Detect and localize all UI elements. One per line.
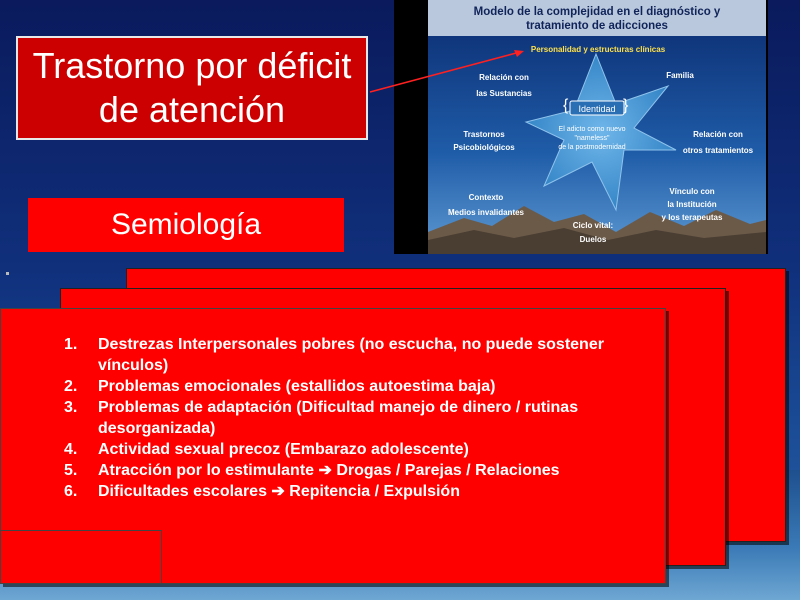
label-familia: Familia bbox=[666, 71, 694, 80]
label-ciclo-2: Duelos bbox=[579, 235, 607, 244]
label-personalidad: Personalidad y estructuras clínicas bbox=[530, 45, 666, 54]
label-contexto-1: Contexto bbox=[468, 193, 504, 202]
center-text-2: "nameless" bbox=[574, 135, 610, 142]
label-relacion-tratamientos-2: otros tratamientos bbox=[682, 146, 754, 155]
label-vinculo-3: y los terapeutas bbox=[661, 213, 723, 222]
list-item: 1. Destrezas Interpersonales pobres (no escucha, no puede sostener vínculos) bbox=[64, 336, 604, 374]
label-trastornos-2: Psicobiológicos bbox=[453, 143, 515, 152]
list-item: 6. Dificultades escolares ➔ Repitencia / Expulsión bbox=[64, 483, 460, 500]
label-trastornos-1: Trastornos bbox=[463, 130, 505, 139]
center-text-1: El adicto como nuevo bbox=[558, 126, 626, 133]
arrow-head-icon bbox=[514, 50, 524, 57]
list-item: 3. Problemas de adaptación (Dificultad manejo de dinero / rutinas desorganizada) bbox=[64, 399, 579, 437]
label-vinculo-2: la Institución bbox=[667, 200, 717, 209]
label-ciclo-1: Ciclo vital: bbox=[572, 221, 614, 230]
label-relacion-sustancias-2: las Sustancias bbox=[476, 89, 532, 98]
list-item: 2. Problemas emocionales (estallidos autoestima baja) bbox=[64, 378, 496, 395]
label-contexto-2: Medios invalidantes bbox=[447, 208, 525, 217]
label-relacion-tratamientos-1: Relación con bbox=[693, 130, 743, 139]
left-bracket: { bbox=[563, 97, 569, 114]
label-relacion-sustancias-1: Relación con bbox=[479, 73, 529, 82]
folded-corner bbox=[0, 530, 162, 584]
diagram-title-line1: Modelo de la complejidad en el diagnóstico y bbox=[473, 6, 721, 18]
list-item: 5. Atracción por lo estimulante ➔ Drogas / Parejas / Relaciones bbox=[64, 462, 560, 479]
identity-label: Identidad bbox=[578, 104, 616, 114]
list-item: 4. Actividad sexual precoz (Embarazo adolescente) bbox=[64, 441, 469, 458]
connector-arrow bbox=[370, 52, 520, 92]
slide-title: Trastorno por déficit de atención bbox=[32, 45, 352, 130]
slide-subtitle: Semiología bbox=[110, 208, 262, 241]
right-bracket: } bbox=[623, 97, 629, 114]
label-vinculo-1: Vínculo con bbox=[669, 187, 715, 196]
diagram-title-line2: tratamiento de adicciones bbox=[526, 20, 668, 32]
center-text-3: de la postmodernidad bbox=[558, 144, 626, 151]
symptom-list bbox=[64, 334, 644, 502]
